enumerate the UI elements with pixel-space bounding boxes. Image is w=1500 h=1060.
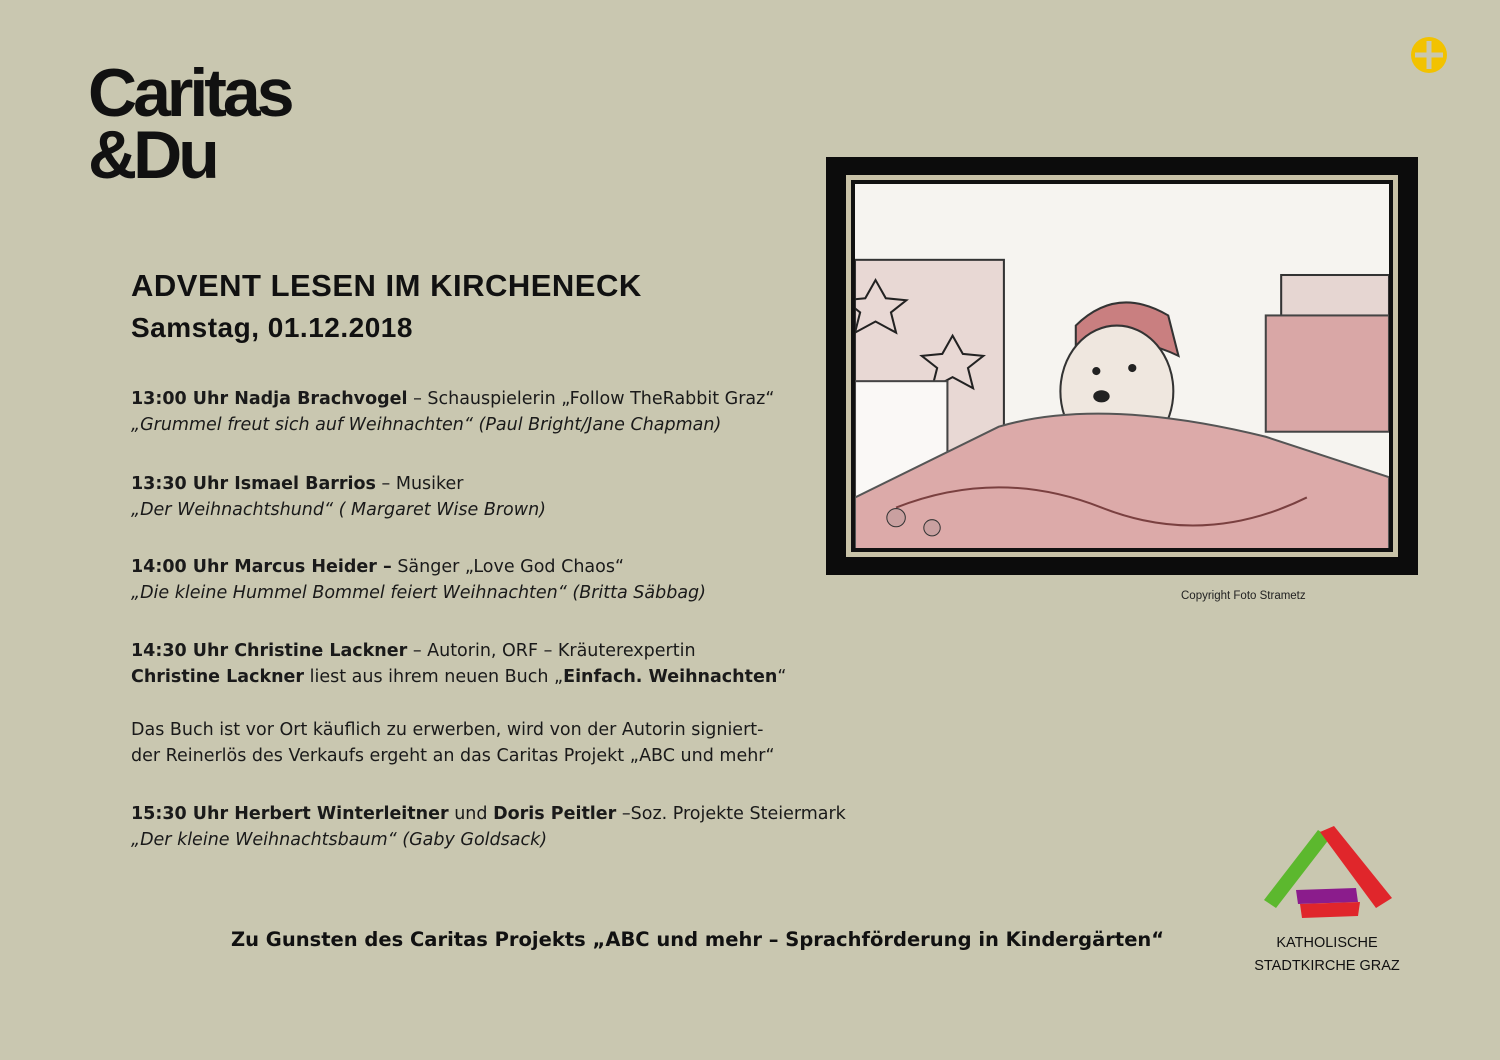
entry-role: – Musiker [375,474,464,494]
note-line-2: der Reinerlös des Verkaufs ergeht an das Caritas Projekt „ABC und mehr“ [131,746,775,766]
entry-role: Sänger „Love God Chaos“ [391,557,625,577]
entry-role: – Schauspielerin „Follow TheRabbit Graz“ [407,389,775,409]
entry-time-name: 13:30 Uhr Ismael Barrios [131,474,376,494]
cross-badge-icon [1410,36,1448,74]
event-headline: ADVENT LESEN IM KIRCHENECK [131,268,642,303]
programme-entry-3 [131,554,706,606]
entry-book: „Grummel freut sich auf Weihnachten“ (Paul Bright/Jane Chapman) [131,415,722,435]
entry-book: „Die kleine Hummel Bommel feiert Weihnachten“ (Britta Säbbag) [131,583,706,603]
note-line-1: Das Buch ist vor Ort käuflich zu erwerben, wird von der Autorin signiert- [131,720,764,740]
event-date: Samstag, 01.12.2018 [131,312,413,343]
caritas-du-logo [88,55,291,193]
stadtkirche-logo-icon [1256,822,1396,922]
entry-book: „Der kleine Weihnachtsbaum“ (Gaby Goldsack) [131,830,548,850]
entry-time-name: 14:30 Uhr Christine Lackner [131,641,408,661]
entry-book: „Der Weihnachtshund“ ( Margaret Wise Brown) [131,500,546,520]
kirche-line-1: KATHOLISCHE [1276,935,1378,951]
programme-entry-1 [131,386,774,438]
entry-role: –Soz. Projekte Steiermark [616,804,846,824]
photo-frame [826,157,1418,575]
stadtkirche-label [1230,932,1424,978]
programme-entry-4 [131,638,786,690]
programme-entry-2 [131,471,546,523]
entry-book-title: Einfach. Weihnachten [563,667,778,687]
logo-line-caritas: Caritas [88,55,291,131]
programme-entry-5 [131,801,846,853]
entry-second-name: Doris Peitler [493,804,617,824]
entry-author-name: Christine Lackner [131,667,305,687]
logo-line-du: &Du [88,117,216,193]
entry-time-name: 15:30 Uhr Herbert Winterleitner [131,804,449,824]
photo-copyright: Copyright Foto Strametz [1181,590,1306,602]
entry-role: – Autorin, ORF – Kräuterexpertin [407,641,696,661]
entry-connector: und [448,804,494,824]
entry-time-name: 14:00 Uhr Marcus Heider – [131,557,392,577]
entry-time-name: 13:00 Uhr Nadja Brachvogel [131,389,408,409]
entry-reading-text: liest aus ihrem neuen Buch „ [304,667,564,687]
programme-note [131,717,775,769]
kirche-line-2: STADTKIRCHE GRAZ [1254,958,1400,974]
charity-footer-note: Zu Gunsten des Caritas Projekts „ABC und mehr – Sprachförderung in Kindergärten“ [231,928,1165,951]
photo-mat [846,175,1398,557]
entry-quote-end: “ [777,667,787,687]
dog-santa-photo [855,184,1389,548]
